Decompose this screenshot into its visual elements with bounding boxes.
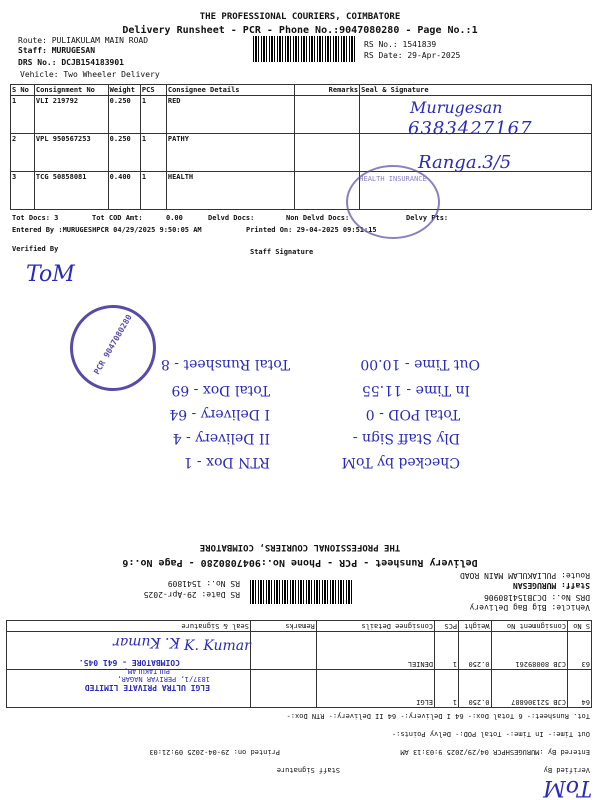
handwritten-row2-sign: Ranga.3/5 xyxy=(418,152,512,173)
row-sno: 64 xyxy=(567,670,591,708)
row-weight: 0.250 xyxy=(108,96,140,134)
row-remarks xyxy=(250,670,316,708)
ii-delivery: II Delivery - 4 xyxy=(172,430,270,446)
row-consignee: ELGI xyxy=(316,670,434,708)
row-cn: VPL 950567253 xyxy=(34,134,108,172)
col-weight: Weight xyxy=(108,85,140,96)
pcr-round-stamp xyxy=(70,305,156,391)
delvd-docs: Delvd Docs: xyxy=(208,214,255,222)
health-stamp xyxy=(346,165,440,239)
vehicle: Vehicle: Two Wheeler Delivery xyxy=(20,70,160,79)
i-delivery: I Delivery - 64 xyxy=(169,406,270,422)
row-sno: 3 xyxy=(11,172,35,210)
elgi-stamp-line4: COIMBATORE - 641 045. xyxy=(78,658,180,667)
row-remarks xyxy=(294,96,359,134)
route: Route: PULIAKULAM MAIN ROAD xyxy=(459,571,590,580)
consignment-table xyxy=(10,84,592,210)
row-remarks xyxy=(250,632,316,670)
row-sno: 1 xyxy=(11,96,35,134)
col-consignment: Consignment No xyxy=(491,621,567,632)
company-name: THE PROFESSIONAL COURIERS, COIMBATORE xyxy=(199,12,401,22)
row-cn: CJB 521306887 xyxy=(491,670,567,708)
elgi-signature: K. Kumar xyxy=(113,634,180,650)
tot-cod-value: 0.00 xyxy=(166,214,183,222)
rtn-dox: RTN Dox - 1 xyxy=(183,454,270,470)
row-cn: CJB 80089261 xyxy=(491,632,567,670)
runsheet-title: Delivery Runsheet - PCR - Phone No.:9047080280 - Page No.:1 xyxy=(122,25,478,36)
rs-no: RS No.: 1541839 xyxy=(364,40,437,49)
col-seal: Seal & Signature xyxy=(360,85,592,96)
col-pcs: PCS xyxy=(435,621,459,632)
row-weight: 0.250 xyxy=(108,134,140,172)
totals-line: Tot. Runsheet:- 6 Total Dox:- 64 I Delivery:- 64 II Delivery:- RTN Dox:- xyxy=(286,712,590,720)
rs-no: RS No.: 1541809 xyxy=(167,579,240,588)
elgi-row-signature: K. Kumar xyxy=(184,638,251,654)
drs-no: DRS No.: DCJB154183901 xyxy=(18,58,124,67)
elgi-stamp xyxy=(20,658,210,692)
barcode xyxy=(253,36,356,62)
row-consignee: HEALTH xyxy=(166,172,294,210)
elgi-stamp-line1: ELGI ULTRA PRIVATE LIMITED xyxy=(84,683,210,692)
drs-no: DRS No.: DCJB154180906 xyxy=(484,593,590,602)
company-name: THE PROFESSIONAL COURIERS, COIMBATORE xyxy=(199,542,401,552)
table-header xyxy=(7,621,592,632)
row-cn: TCG 50858081 xyxy=(34,172,108,210)
printed-on: Printed On: 29-04-2025 09:51:15 xyxy=(246,226,377,234)
staff: Staff: MURUGESAN xyxy=(18,46,96,55)
checked-by: Checked by ToM xyxy=(341,454,460,470)
row-sno: 2 xyxy=(11,134,35,172)
row-consignee: RED xyxy=(166,96,294,134)
row-pcs: 1 xyxy=(140,172,166,210)
total-pod: Total POD - 0 xyxy=(365,406,460,422)
verified-by: Verified By xyxy=(12,245,59,253)
route: Route: PULIAKULAM MAIN ROAD xyxy=(18,36,149,45)
row-remarks xyxy=(294,134,359,172)
vehicle: Vehicle: Big Bag Delivery xyxy=(469,603,590,612)
out-time: Out Time - 10.00 xyxy=(360,356,480,372)
staff-signature: Staff Signature xyxy=(250,248,314,256)
row-pcs: 1 xyxy=(435,670,459,708)
row-consignee: DENIEL xyxy=(316,632,434,670)
rs-date: RS Date: 29-Apr-2025 xyxy=(143,590,240,599)
tot-cod-label: Tot COD Amt: xyxy=(92,214,143,222)
row-weight: 0.400 xyxy=(108,172,140,210)
col-remarks: Remarks xyxy=(250,621,316,632)
non-delvd-docs: Non Delvd Docs: xyxy=(286,214,350,222)
col-consignee: Consignee Details xyxy=(166,85,294,96)
total-dox: Total Dox - 69 xyxy=(171,382,270,398)
staff: Staff: MURUGESAN xyxy=(512,581,590,590)
col-consignee: Consignee Details xyxy=(316,621,434,632)
col-pcs: PCS xyxy=(140,85,166,96)
col-sno: S No xyxy=(11,85,35,96)
col-remarks: Remarks xyxy=(294,85,359,96)
row-cn: VLI 219792 xyxy=(34,96,108,134)
row-pcs: 1 xyxy=(140,96,166,134)
col-sno: S No xyxy=(567,621,591,632)
row-weight: 0.250 xyxy=(459,632,491,670)
verified-by: Verified By xyxy=(543,766,590,774)
row-sno: 63 xyxy=(567,632,591,670)
row-weight: 0.250 xyxy=(459,670,491,708)
signature-scrawl: Murugesan xyxy=(410,98,503,117)
bottom-verify-sign: ToM xyxy=(543,775,592,800)
dly-staff-sign: Dly Staff Sign - xyxy=(352,430,460,446)
table-header xyxy=(11,85,592,96)
barcode xyxy=(249,580,352,604)
elgi-stamp-line3: PULIAKULAM, xyxy=(123,667,170,675)
runsheet-title: Delivery Runsheet - PCR - Phone No.:9047080280 - Page No.:6 xyxy=(122,557,478,568)
staff-signature: Staff Signature xyxy=(276,766,340,774)
handwritten-phone: 6383427167 xyxy=(408,118,533,139)
handwritten-summary xyxy=(150,336,480,476)
pcr-stamp-text: PCR 9047080280 xyxy=(92,313,134,376)
entered-by: Entered By :MURUGESHPCR 04/29/2025 9:03:13 AM xyxy=(400,748,590,756)
row-pcs: 1 xyxy=(140,134,166,172)
elgi-stamp-line2: 1837/1, PERIYAR NAGAR, xyxy=(117,675,210,683)
table-row xyxy=(11,172,592,210)
in-time: In Time - 11.55 xyxy=(361,382,470,398)
printed-on: Printed on: 29-04-2025 09:21:03 xyxy=(149,748,280,756)
row-pcs: 1 xyxy=(435,632,459,670)
total-runsheet: Total Runsheet - 8 xyxy=(160,356,290,372)
time-line: Out Time:- In Time:- Total POD:- Delvy Points:- xyxy=(391,730,590,738)
rs-date: RS Date: 29-Apr-2025 xyxy=(364,51,461,60)
verified-sign: ToM xyxy=(26,262,75,287)
col-seal: Seal & Signature xyxy=(7,621,251,632)
delvy-pts: Delvy Pts: xyxy=(406,214,449,222)
col-weight: Weight xyxy=(459,621,491,632)
health-stamp-text: HEALTH INSURANCE xyxy=(359,175,427,183)
bottom-runsheet-rotated xyxy=(0,520,600,800)
entered-by: Entered By :MURUGESHPCR 04/29/2025 9:50:05 AM xyxy=(12,226,202,234)
row-consignee: PATHY xyxy=(166,134,294,172)
tot-docs: Tot Docs: 3 xyxy=(12,214,59,222)
col-consignment: Consignment No xyxy=(34,85,108,96)
